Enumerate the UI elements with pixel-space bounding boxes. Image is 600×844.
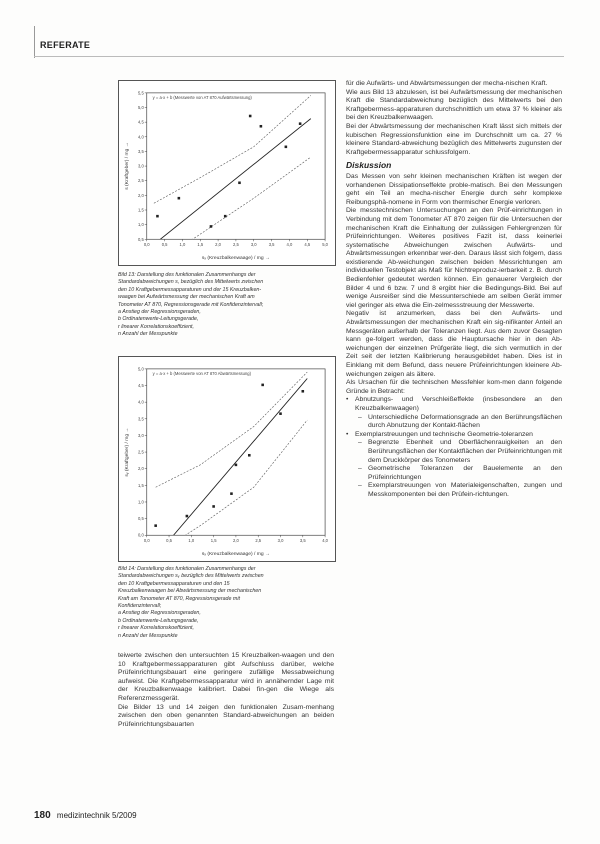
x-tick-label: 1,5	[210, 538, 217, 544]
figure-13-chart	[118, 80, 336, 266]
data-point	[238, 181, 241, 184]
x-tick-label: 2,0	[215, 242, 221, 248]
data-point	[249, 115, 252, 118]
x-tick-label: 0,0	[143, 538, 150, 544]
inset-formula: y = a·x + b (Messwerte von AT 870 Abwärtsmessung)	[152, 370, 251, 376]
page-footer	[34, 810, 137, 821]
caption-line: Bild 14: Darstellung des funktionalen Zusammenhangs der	[118, 566, 256, 572]
y-tick-label: 1,5	[138, 207, 144, 213]
x-tick-label: 4,5	[304, 242, 311, 248]
x-axis-label: sₓ (Kreuzbalkenwaage) / mg →	[201, 552, 270, 558]
data-point	[224, 215, 227, 218]
data-point	[154, 524, 157, 527]
paragraph: Negativ ist anzumerken, dass bei den Aufwärts- und Abwärtsmessungen der mechanischen Kraft ein sig-nifikanter Anteil an Messgeräten außerhalb der Toleranzen liegt. Aus dem zuvor Gesagten kann ge-folgert werden, dass die Hauptursache hier in den Ab-weichungen der einzelnen Prüfgeräte liegt, die sich vermutlich in der Zeit seit der letzten Kalibrierung herausgebildet haben. Dies ist in Einklang mit dem Befund, dass neuere Prüfeinrichtungen kleinere Ab-weichungen zeigen als ältere.	[346, 310, 562, 378]
x-tick-label: 3,0	[277, 538, 284, 544]
paragraph: Bei der Abwärtsmessung der mechanischen Kraft lässt sich mittels der kubischen Regressionsfunktion eine im Durchschnitt um ca. 27 % kleinere Standard-abweichung bezüglich des Mittelwerts zugunsten der Kraftgebermessapparatur schlussfolgern.	[346, 122, 562, 156]
plot-area	[147, 369, 325, 535]
data-point	[186, 515, 189, 518]
caption-line: waagen bei Aufwärtsmessung der mechanischen Kraft am	[118, 294, 255, 301]
x-tick-label: 3,0	[250, 242, 257, 248]
x-tick-label: 3,5	[299, 538, 306, 544]
y-tick-label: 4,0	[138, 134, 144, 140]
list-item: • Exemplarstreuungen und technische Geometrie-toleranzen	[346, 431, 562, 440]
data-point	[260, 125, 263, 128]
x-tick-label: 0,5	[166, 538, 172, 544]
y-tick-label: 2,0	[137, 466, 144, 472]
x-tick-label: 0,5	[161, 242, 168, 248]
paragraph: Die Bilder 13 und 14 zeigen den funktionalen Zusam-menhang zwischen den oben genannten Standard-abweichungen an beiden Prüfeinrichtungsbauarten	[118, 703, 334, 728]
y-tick-label: 2,0	[138, 192, 144, 198]
x-tick-label: 1,0	[179, 242, 186, 248]
caption-line: Standardabweichungen sᵧ bezüglich des Mittelwerts zwischen	[118, 573, 264, 580]
list-item: – Geometrische Toleranzen der Bauelemente an den Prüfeinrichtungen	[346, 465, 562, 482]
caption-line: den 10 Kraftgebermessapparaturen und den 15	[118, 580, 230, 587]
x-tick-label: 4,0	[286, 242, 293, 248]
paragraph: Als Ursachen für die technischen Messfehler kom-men dann folgende Gründe in Betracht:	[346, 379, 562, 395]
header-rule-vertical	[34, 26, 35, 58]
paragraph: Das Messen von sehr kleinen mechanischen Kräften ist wegen der vorhandenen Dissipationseffekte proble-matisch. Bei den Messungen geht ein Teil an mecha-nischer Energie durch sehr komplexe Reibungsphä-nomene in Form von thermischer Energie verloren.	[346, 172, 562, 206]
y-tick-label: 1,0	[138, 222, 144, 228]
x-axis-label: sₓ (Kreuzbalkenwaage) / mg →	[201, 256, 270, 262]
data-point	[285, 146, 288, 149]
y-tick-label: 1,5	[137, 482, 144, 488]
journal-name: medizintechnik 5/2009	[56, 811, 137, 820]
header-rule	[34, 56, 564, 57]
y-tick-label: 0,0	[137, 532, 144, 538]
caption-legend-item: b Ordinatenwerte-Leitungsgerade,	[118, 617, 199, 624]
data-point	[156, 215, 159, 218]
caption-line: Tonometer AT 870, Regressionsgerade mit Konfidenzintervall;	[118, 301, 264, 308]
left-column-text	[118, 652, 334, 729]
section-tag: REFERATE	[40, 40, 91, 50]
paragraph: für die Aufwärts- und Abwärtsmessungen der mecha-nischen Kraft.	[346, 80, 548, 87]
y-tick-label: 3,0	[137, 432, 144, 438]
figure-14-svg	[119, 357, 335, 561]
paragraph: Die messtechnischen Untersuchungen an den Prüf-einrichtungen in Verbindung mit dem Tonometer AT 870 zeigen für die Untersuchen der mechanischen Kraft die Einhaltung der zulässigen Fehlergrenzen für Prüfeinrichtungen. Weiteres positives Fazit ist, dass keinerlei systematische Abweichungen zwischen Aufwärts- und Abwärtsmessungen erkennbar wer-den. Daraus lässt sich folgern, dass existierende Ab-weichungen zwischen beiden Messrichtungen am individuellen Testobjekt als Maß für Nichtreproduz-ierbarkeit z. B. durch Bedienfehler gedeutet werden können. Ein genauerer Vergleich der Bilder 4 und 6 bzw. 7 und 8 ergibt hier die Bedingungs-Bild. Bei auf wenige Ausreißer sind die Messunterschiede am selben Gerät immer viel geringer als etwa die Ein-zelmessstreuung der Messwerte.	[346, 207, 562, 309]
caption-legend-item: r linearer Korrelationskoeffizient,	[118, 625, 194, 632]
data-point	[248, 454, 251, 457]
list-item: • Abnutzungs- und Verschleißeffekte (insbesondere an den Kreuzbalkenwaagen)	[346, 396, 562, 413]
x-tick-label: 4,0	[322, 538, 328, 544]
y-axis-label: sᵧ (Kraftgeber) / mg →	[124, 427, 130, 477]
y-tick-label: 5,0	[137, 366, 144, 372]
caption-legend-item: n Anzahl der Messpunkte	[118, 331, 178, 338]
x-tick-label: 1,5	[197, 242, 204, 248]
y-tick-label: 0,5	[138, 236, 144, 242]
figure-13-caption	[118, 272, 332, 339]
y-tick-label: 1,0	[137, 499, 144, 505]
y-axis-label: s (Kraftgeber) / mg →	[124, 142, 130, 190]
caption-legend-item: n Anzahl der Messpunkte	[118, 632, 178, 639]
caption-legend-item: a Anstieg der Regressionsgeraden,	[118, 309, 201, 316]
x-tick-label: 1,0	[188, 538, 195, 544]
page-number: 180	[34, 810, 51, 821]
y-tick-label: 5,0	[138, 104, 144, 110]
y-tick-label: 5,5	[138, 90, 144, 96]
x-tick-label: 2,0	[233, 538, 239, 544]
data-point	[210, 225, 213, 228]
caption-line: den 10 Kraftgebermessapparaturen und der 15 Kreuzbalken-	[118, 286, 262, 293]
data-point	[235, 464, 238, 467]
figure-13-svg	[119, 81, 335, 265]
x-tick-label: 5,0	[322, 242, 328, 248]
y-tick-label: 0,5	[137, 516, 144, 522]
section-heading: Diskussion	[346, 160, 392, 171]
figure-14-chart	[118, 356, 336, 562]
caption-line: Kreuzbalkenwaagen bei Abwärtsmessung der mechanischen	[118, 588, 262, 595]
y-tick-label: 2,5	[137, 449, 144, 455]
list-item: – Unterschiedliche Deformationsgrade an den Berührungsflächen durch Abnutzung der Kontakt-flächen	[346, 414, 562, 431]
y-tick-label: 3,0	[138, 163, 144, 169]
y-tick-label: 4,5	[137, 383, 144, 389]
data-point	[279, 412, 282, 415]
x-tick-label: 3,5	[268, 242, 275, 248]
caption-legend-item: b Ordinatenwerte-Leitungsgerade,	[118, 316, 199, 323]
inset-formula: y = a·x + b (Messwerte von AT 870 Aufwärtsmessung)	[152, 94, 252, 100]
caption-line: Bild 13: Darstellung des funktionalen Zusammenhangs der	[118, 272, 256, 278]
y-tick-label: 2,5	[138, 178, 144, 184]
data-point	[299, 122, 302, 125]
x-tick-label: 2,5	[233, 242, 239, 248]
list-item: – Exemplarstreuungen von Materialeigenschaften, zungen und Messkomponenten bei den Prüfein-richtungen.	[346, 482, 562, 499]
data-point	[212, 505, 215, 508]
cause-list	[346, 396, 562, 499]
caption-line: Standardabweichungen s, bezüglich des Mittelwerts zwischen	[118, 279, 264, 286]
paragraph: teiwerte zwischen den untersuchten 15 Kreuzbalken-waagen und den 10 Kraftgebermessapparaturen gibt Aufschluss darüber, welche Prüfeinrichtungsbauart eine geringere zufällige Messabweichung aufweist. Die Kraftgebermessapparatur wird in annähernder Lage mit der Kreuzbalkenwaage kalibriert. Dabei fin-gen die Wiege als Referenzmessgerät.	[118, 652, 334, 702]
caption-legend-item: a Anstieg der Regressionsgeraden,	[118, 610, 201, 617]
caption-line: Konfidenzintervall;	[118, 603, 162, 610]
x-tick-label: 2,5	[255, 538, 262, 544]
y-tick-label: 4,0	[137, 399, 144, 405]
caption-legend-item: r linearer Korrelationskoeffizient,	[118, 323, 194, 330]
x-tick-label: 0,0	[143, 242, 150, 248]
right-column-text	[346, 80, 562, 500]
caption-legend-list	[118, 309, 332, 339]
caption-legend-list	[118, 610, 332, 640]
y-tick-label: 3,5	[138, 148, 144, 154]
list-item: – Begrenzte Ebenheit und Oberflächenrauigkeiten an den Berührungsflächen der Kontaktflächen der Prüfeinrichtungen mit dem Druckkörper des Tonometers	[346, 439, 562, 465]
y-tick-label: 4,5	[138, 119, 144, 125]
y-tick-label: 3,5	[137, 416, 144, 422]
data-point	[302, 390, 305, 393]
data-point	[261, 384, 264, 387]
data-point	[178, 197, 181, 200]
caption-line: Kraft am Tonometer AT 870, Regressionsgerade mit	[118, 595, 240, 602]
figure-14-caption	[118, 566, 332, 640]
data-point	[230, 492, 233, 495]
paragraph: Wie aus Bild 13 abzulesen, ist bei Aufwärtsmessung der mechanischen Kraft die Standardabweichung bezüglich des Mittelwerts bei den Kraftgebermess-apparaturen durchschnittlich um etwa 37 % kleiner als bei den Kreuzbalkenwaagen.	[346, 88, 562, 122]
